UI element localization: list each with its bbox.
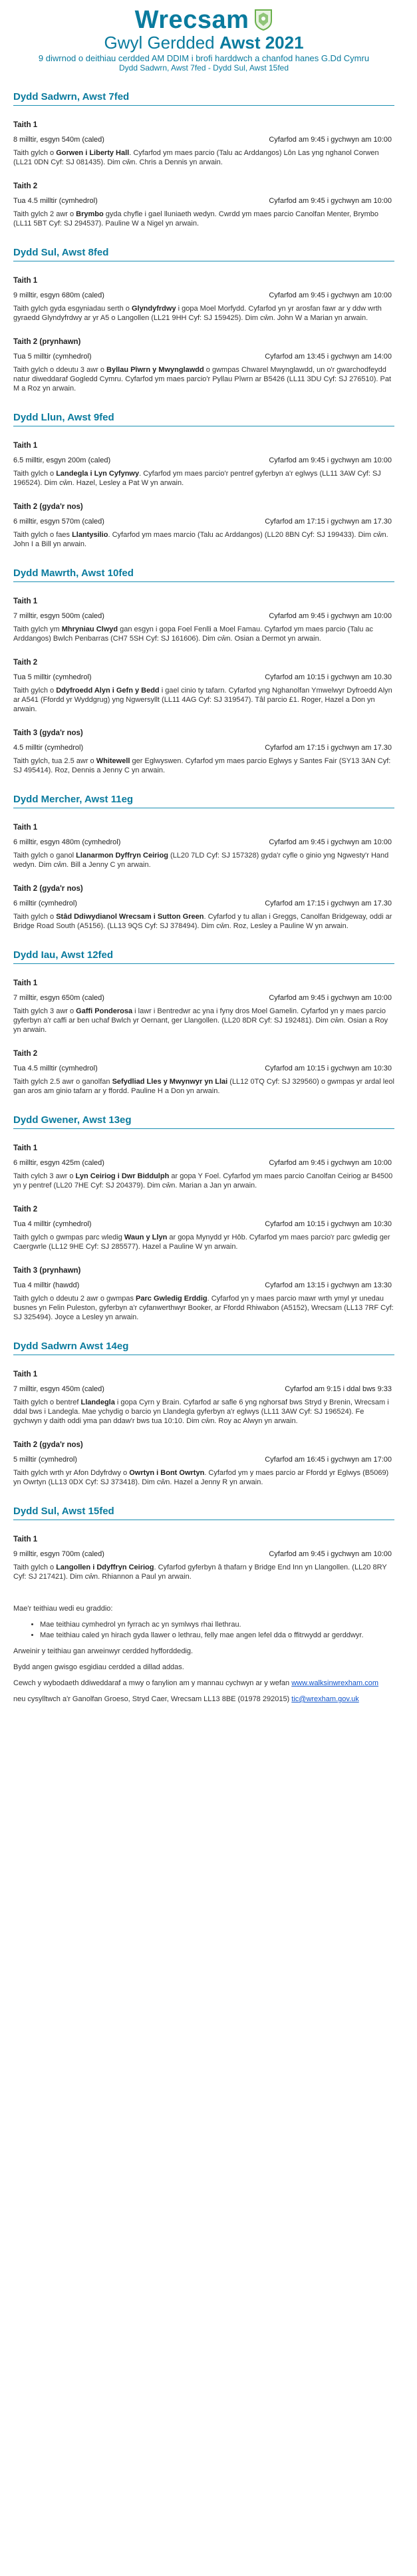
walk-item: [13, 1535, 394, 1581]
walk-description: Taith gylch 3 awr o Gaffi Ponderosa i lawr i Bentredwr ac yna i fyny dros Moel Gamelin. Cyfarfod yn y maes parcio gyferbyn a'r caffi ar ben uchaf Bwlch yr Oernant, ger Llangollen. (LL20 8DR Cyf: SJ 192481). Dim cŵn. Osian a Roy yn arwain.: [13, 1007, 388, 1034]
walk-title: Taith 1: [13, 1535, 38, 1543]
walk-description: Taith gylch wrth yr Afon Ddyfrdwy o Owrtyn i Bont Owrtyn. Cyfarfod ym y maes parcio ar Ffordd yr Eglwys (B5069) yn Owrtyn (LL13 0DX Cyf: SJ 373418). Dim cŵn. Hazel a Jenny R yn arwain.: [13, 1469, 389, 1486]
walk-description: Taith gylch 2.5 awr o ganolfan Sefydliad Lles y Mwynwyr yn Llai (LL12 0TQ Cyf: SJ 329560) o gwmpas yr ardal leol gan aros am ginio tafarn ar y ffordd. Pauline H a Don yn arwain.: [13, 1078, 394, 1095]
walk-time: Cyfarfod am 9:45 i gychwyn am 10:00: [269, 612, 392, 620]
walk-distance: 9 milltir, esgyn 680m (caled): [13, 291, 104, 299]
brand-title: Wrecsam: [134, 6, 249, 34]
walk-time: Cyfarfod am 17:15 i gychwyn am 17.30: [265, 899, 392, 907]
walk-distance: 6.5 milltir, esgyn 200m (caled): [13, 456, 111, 464]
walk-time: Cyfarfod am 9:45 i gychwyn am 10:00: [269, 838, 392, 846]
walk-description: Taith gylch 2 awr o Brymbo gyda chyfle i gael lluniaeth wedyn. Cwrdd ym maes parcio Canolfan Menter, Brymbo (LL11 5BT Cyf: SJ 294537). Pauline W a Nigel yn arwain.: [13, 210, 379, 228]
walk-description: Taith gylch o Stâd Ddiwydianol Wrecsam i Sutton Green. Cyfarfod y tu allan i Greggs, Canolfan Bridgeway, oddi ar Bridge Road South (A5156). (LL13 9QS Cyf: SJ 378494). Dim cŵn. Roz, Lesley a Pauline W yn arwain.: [13, 913, 392, 930]
day-section: [13, 412, 394, 549]
header: [13, 7, 394, 73]
walk-description: Taith gylch o Langollen i Ddyffryn Ceiriog. Cyfarfod gyferbyn â thafarn y Bridge End Inn yn Llangollen. (LL20 8RY Cyf: SJ 217421). Dim cŵn. Rhiannon a Paul yn arwain.: [13, 1563, 387, 1581]
walk-title: Taith 3 (gyda'r nos): [13, 729, 83, 737]
walk-description: Taith gylch, tua 2.5 awr o Whitewell ger Eglwyswen. Cyfarfod ym maes parcio Eglwys y Santes Fair (SY13 3AN Cyf: SJ 495414). Roz, Dennis a Jenny C yn arwain.: [13, 757, 391, 774]
walk-title: Taith 2: [13, 182, 38, 190]
grading-list: [13, 1620, 394, 1640]
walk-location: Landegla i Lyn Cyfynwy: [56, 470, 140, 478]
walk-time: Cyfarfod am 10:15 i gychwyn am 10:30: [265, 1064, 392, 1072]
walk-distance: 9 milltir, esgyn 700m (caled): [13, 1550, 104, 1558]
grading-item: • Mae teithiau caled yn hirach gyda llawer o lethrau, felly mae angen lefel dda o ffitrwydd ar gerddwyr.: [40, 1631, 394, 1640]
grading-intro: Mae'r teithiau wedi eu graddio:: [13, 1605, 113, 1613]
walk-title: Taith 1: [13, 824, 38, 832]
day-section: [13, 91, 394, 228]
walk-title: Taith 2: [13, 1050, 38, 1058]
walk-meta: [13, 1064, 394, 1073]
walk-description: Taith gylch ym Mhryniau Clwyd gan esgyn i gopa Foel Fenlli a Moel Famau. Cyfarfod ym maes parcio (Talu ac Arddangos) Bwlch Penbarras (CH7 5SH Cyf: SJ 161606). Dim cŵn. Osian a Dermot yn arwain.: [13, 625, 374, 643]
walk-description: Taith gylch o bentref Llandegla i gopa Cyrn y Brain. Cyfarfod ar safle 6 yng nghorsaf bws Stryd y Brenin, Wrecsam i ddal bws i Landegla. Mae ychydig o barcio yn Llandegla gyferbyn a'r eglwys (LL11 3AW Cyf: SJ 196524). Fe gychwyn y daith oddi yma pan ddaw'r bws tua 10:10. Dim cŵn. Roy ac Alwyn yn arwain.: [13, 1398, 389, 1425]
walk-location: Ddyfroedd Alyn i Gefn y Bedd: [56, 687, 160, 695]
walk-description: Taith gylch o Landegla i Lyn Cyfynwy. Cyfarfod ym maes parcio'r pentref gyferbyn a'r eglwys (LL11 3AW Cyf: SJ 196524). Dim cŵn. Hazel, Lesley a Pat W yn arwain.: [13, 470, 381, 487]
walk-title: Taith 2 (gyda'r nos): [13, 503, 83, 511]
walk-item: [13, 823, 394, 870]
walk-item: [13, 276, 394, 323]
day-title: Dydd Llun, Awst 9fed: [13, 412, 394, 426]
walk-location: Llandegla: [80, 1398, 115, 1406]
walk-location: Glyndyfrdwy: [131, 305, 176, 313]
walk-meta: [13, 743, 394, 752]
walk-time: Cyfarfod am 17:15 i gychwyn am 17.30: [265, 744, 392, 752]
footer: [13, 1604, 394, 1704]
walk-location: Llantysilio: [72, 531, 108, 539]
walk-meta: [13, 1455, 394, 1464]
tagline: 9 diwrnod o deithiau cerdded AM DDIM i brofi harddwch a chanfod hanes G.Dd Cymru: [38, 53, 370, 63]
day-section: [13, 949, 394, 1096]
walk-title: Taith 2: [13, 1206, 38, 1213]
day-section: [13, 1506, 394, 1581]
walk-item: [13, 597, 394, 643]
walk-title: Taith 2 (gyda'r nos): [13, 1441, 83, 1449]
walk-item: [13, 502, 394, 549]
walk-distance: 6 milltir (cymhedrol): [13, 899, 77, 907]
walk-distance: Tua 5 milltir (cymhedrol): [13, 353, 92, 361]
day-title: Dydd Mawrth, Awst 10fed: [13, 567, 394, 582]
walk-meta: [13, 352, 394, 361]
walk-location: Lyn Ceiriog i Dwr Biddulph: [75, 1172, 170, 1180]
walk-title: Taith 1: [13, 121, 38, 129]
walk-meta: [13, 1281, 394, 1290]
days-list: [13, 91, 394, 1581]
walk-location: Owrtyn i Bont Owrtyn: [129, 1469, 205, 1477]
day-title: Dydd Sul, Awst 8fed: [13, 247, 394, 261]
walk-item: [13, 441, 394, 488]
walk-item: [13, 728, 394, 775]
walk-meta: [13, 993, 394, 1003]
website-link[interactable]: www.walksinwrexham.com: [291, 1679, 379, 1687]
grading-item: • Mae teithiau cymhedrol yn fyrrach ac yn symlwys rhai llethrau.: [40, 1620, 394, 1629]
walk-time: Cyfarfod am 9:15 i ddal bws 9:33: [285, 1385, 392, 1393]
walk-meta: [13, 673, 394, 682]
day-section: [13, 247, 394, 393]
walk-location: Mhryniau Clwyd: [61, 625, 118, 633]
walk-item: [13, 1205, 394, 1251]
walk-title: Taith 1: [13, 1144, 38, 1152]
walk-distance: Tua 4 milltir (hawdd): [13, 1281, 80, 1289]
day-title: Dydd Gwener, Awst 13eg: [13, 1114, 394, 1129]
leader-note: Arweinir y teithiau gan arweinwyr cerdded hyfforddedig.: [13, 1647, 194, 1655]
walk-meta: [13, 838, 394, 847]
walk-title: Taith 1: [13, 277, 38, 285]
walk-description: Taith gylch o ddeutu 2 awr o gwmpas Parc Gwledig Erddig. Cyfarfod yn y maes parcio mawr wrth ymyl yr unedau busnes yn Felin Puleston, gyferbyn a'r cyfanwerthwyr Booker, ar Ffordd Rhiwabon (A5152), Wrecsam (LL13 7RF Cyf: SJ 325494). Joyce a Lesley yn arwain.: [13, 1295, 394, 1321]
walk-distance: Tua 4 milltir (cymhedrol): [13, 1220, 92, 1228]
walk-item: [13, 658, 394, 714]
wrexham-crest-icon: [254, 9, 273, 31]
walk-title: Taith 1: [13, 442, 38, 450]
walk-title: Taith 1: [13, 979, 38, 987]
walk-description: Taith gylch o ganol Llanarmon Dyffryn Ceiriog (LL20 7LD Cyf: SJ 157328) gyda'r cyfle o ginio yng Ngwesty'r Hand wedyn. Dim cŵn. Bill a Jenny C yn arwain.: [13, 852, 389, 869]
walk-distance: 6 milltir, esgyn 480m (cymhedrol): [13, 838, 121, 846]
walk-distance: Tua 4.5 milltir (cymhedrol): [13, 197, 98, 205]
walk-item: [13, 1266, 394, 1322]
walk-location: Brymbo: [76, 210, 104, 218]
walk-item: [13, 1144, 394, 1190]
clothing-note: Bydd angen gwisgo esgidiau cerdded a dillad addas.: [13, 1663, 184, 1671]
walk-item: [13, 120, 394, 167]
walk-location: Whitewell: [96, 757, 130, 765]
day-title: Dydd Iau, Awst 12fed: [13, 949, 394, 964]
walk-time: Cyfarfod am 13:15 i gychwyn am 13:30: [265, 1281, 392, 1289]
walk-time: Cyfarfod am 16:45 i gychwyn am 17:00: [265, 1456, 392, 1464]
walk-meta: [13, 1549, 394, 1559]
day-section: [13, 1114, 394, 1322]
walk-distance: 6 milltir, esgyn 425m (caled): [13, 1159, 104, 1167]
walk-time: Cyfarfod am 9:45 i gychwyn am 10:00: [269, 994, 392, 1002]
walk-item: [13, 337, 394, 393]
walk-time: Cyfarfod am 9:45 i gychwyn am 10:00: [269, 136, 392, 144]
walk-item: [13, 884, 394, 931]
walk-distance: 4.5 milltir (cymhedrol): [13, 744, 84, 752]
walk-location: Waun y Llyn: [124, 1233, 168, 1241]
walk-location: Parc Gwledig Erddig: [136, 1295, 208, 1303]
brand-row: [13, 7, 394, 33]
walk-distance: 8 milltir, esgyn 540m (caled): [13, 136, 104, 144]
walk-time: Cyfarfod am 9:45 i gychwyn am 10:00: [269, 291, 392, 299]
walk-time: Cyfarfod am 9:45 i gychwyn am 10:00: [269, 1550, 392, 1558]
walk-item: [13, 1370, 394, 1426]
day-section: [13, 794, 394, 931]
walk-item: [13, 182, 394, 228]
walk-location: Sefydliad Lles y Mwynwyr yn Llai: [112, 1078, 228, 1086]
walk-distance: 7 milltir, esgyn 450m (caled): [13, 1385, 104, 1393]
day-section: [13, 567, 394, 775]
walk-title: Taith 3 (prynhawn): [13, 1267, 81, 1275]
day-title: Dydd Sadwrn Awst 14eg: [13, 1341, 394, 1355]
walk-distance: 7 milltir, esgyn 500m (caled): [13, 612, 104, 620]
walk-meta: [13, 1219, 394, 1229]
walk-time: Cyfarfod am 13:45 i gychwyn am 14:00: [265, 353, 392, 361]
walk-distance: 6 milltir, esgyn 570m (caled): [13, 518, 104, 526]
walk-description: Taith gylch o Ddyfroedd Alyn i Gefn y Bedd i gael cinio ty tafarn. Cyfarfod yng Nghanolfan Ymwelwyr Dyfroedd Alyn ar A541 (Ffordd yr Wyddgrug) yng Ngwersyllt (LL11 4AG Cyf: SJ 319547). Tâl parcio £1. Roger, Hazel a Don yn arwain.: [13, 687, 392, 713]
walk-meta: [13, 899, 394, 908]
walk-description: Taith gylch o gwmpas parc wledig Waun y Llyn ar gopa Mynydd yr Hôb. Cyfarfod ym maes parcio'r parc gwledig ger Caergwrle (LL12 9HE Cyf: SJ 285577). Hazel a Pauline W yn arwain.: [13, 1233, 390, 1251]
walk-description: Taith gylch o ddeutu 3 awr o Byllau Pîwrn y Mwynglawdd o gwmpas Chwarel Mwynglawdd, un o'r gwarchodfeydd natur diweddaraf Gogledd Cymru. Cyfarfod ym maes parcio'r Pyllau Pîwrn ar B5426 (LL11 3DU Cyf: SJ 276510). Pat M a Roz yn arwain.: [13, 366, 392, 393]
walk-title: Taith 2 (prynhawn): [13, 338, 81, 346]
walk-time: Cyfarfod am 9:45 i gychwyn am 10:00: [269, 197, 392, 205]
walk-distance: 7 milltir, esgyn 650m (caled): [13, 994, 104, 1002]
walk-location: Gaffi Ponderosa: [76, 1007, 133, 1015]
walk-location: Byllau Pîwrn y Mwynglawdd: [106, 366, 204, 374]
walk-location: Langollen i Ddyffryn Ceiriog: [56, 1563, 154, 1571]
email-link[interactable]: tic@wrexham.gov.uk: [291, 1695, 359, 1703]
contact-note: neu cysylltwch a'r Ganolfan Groeso, Stryd Caer, Wrecsam LL13 8BE (01978 292015) tic@wrexham.gov.uk: [13, 1695, 359, 1703]
walk-meta: [13, 135, 394, 144]
walk-meta: [13, 196, 394, 206]
walk-distance: Tua 4.5 milltir (cymhedrol): [13, 1064, 98, 1072]
info-note: Cewch y wybodaeth ddiweddaraf a mwy o fanylion am y mannau cychwyn ar y wefan www.walksinwrexham.com: [13, 1679, 379, 1687]
walk-title: Taith 2: [13, 659, 38, 667]
walk-title: Taith 1: [13, 1370, 38, 1378]
walk-time: Cyfarfod am 10:15 i gychwyn am 10:30: [265, 1220, 392, 1228]
walk-title: Taith 1: [13, 597, 38, 605]
festival-subtitle: Gwyl Gerdded Awst 2021: [104, 33, 304, 53]
walk-item: [13, 979, 394, 1035]
walk-item: [13, 1049, 394, 1096]
walk-distance: Tua 5 milltir (cymhedrol): [13, 673, 92, 681]
walk-meta: [13, 1158, 394, 1168]
walk-description: Taith gylch gyda esgyniadau serth o Glyndyfrdwy i gopa Moel Morfydd. Cyfarfod yn yr arosfan fawr ar y ddw wrth gyraedd Glyndyfrdwy ar yr A5 o Langollen (LL21 9HH Cyf: SJ 159425). Dim cŵn. John W a Marian yn arwain.: [13, 305, 382, 322]
festival-dates: Dydd Sadwrn, Awst 7fed - Dydd Sul, Awst 15fed: [118, 63, 289, 73]
walk-meta: [13, 517, 394, 526]
walk-meta: [13, 291, 394, 300]
walk-meta: [13, 456, 394, 465]
walk-description: Taith cylch 3 awr o Lyn Ceiriog i Dwr Biddulph ar gopa Y Foel. Cyfarfod ym maes parcio Canolfan Ceiriog ar B4500 yn y pentref (LL20 7HE Cyf: SJ 204379). Dim cŵn. Marian a Jan yn arwain.: [13, 1172, 393, 1190]
day-title: Dydd Sadwrn, Awst 7fed: [13, 91, 394, 106]
walk-meta: [13, 611, 394, 621]
walk-distance: 5 milltir (cymhedrol): [13, 1456, 77, 1464]
walk-item: [13, 1440, 394, 1487]
walk-title: Taith 2 (gyda'r nos): [13, 885, 83, 893]
walk-time: Cyfarfod am 17:15 i gychwyn am 17.30: [265, 518, 392, 526]
walk-time: Cyfarfod am 9:45 i gychwyn am 10:00: [269, 1159, 392, 1167]
day-title: Dydd Sul, Awst 15fed: [13, 1506, 394, 1520]
walk-time: Cyfarfod am 9:45 i gychwyn am 10:00: [269, 456, 392, 464]
walk-location: Gorwen i Liberty Hall: [56, 149, 130, 157]
walk-meta: [13, 1384, 394, 1394]
day-title: Dydd Mercher, Awst 11eg: [13, 794, 394, 808]
walk-description: Taith gylch o Gorwen i Liberty Hall. Cyfarfod ym maes parcio (Talu ac Arddangos) Lôn Las yng nghanol Corwen (LL21 0DN Cyf: SJ 081435). Dim cŵn. Chris a Dennis yn arwain.: [13, 149, 379, 166]
walk-description: Taith gylch o faes Llantysilio. Cyfarfod ym maes marcio (Talu ac Arddangos) (LL20 8BN Cyf: SJ 199433). Dim cŵn. John I a Bill yn arwain.: [13, 531, 388, 548]
walk-time: Cyfarfod am 10:15 i gychwyn am 10.30: [265, 673, 392, 681]
day-section: [13, 1341, 394, 1487]
walk-location: Stâd Ddiwydianol Wrecsam i Sutton Green: [56, 913, 204, 921]
walk-location: Llanarmon Dyffryn Ceiriog: [76, 852, 168, 860]
